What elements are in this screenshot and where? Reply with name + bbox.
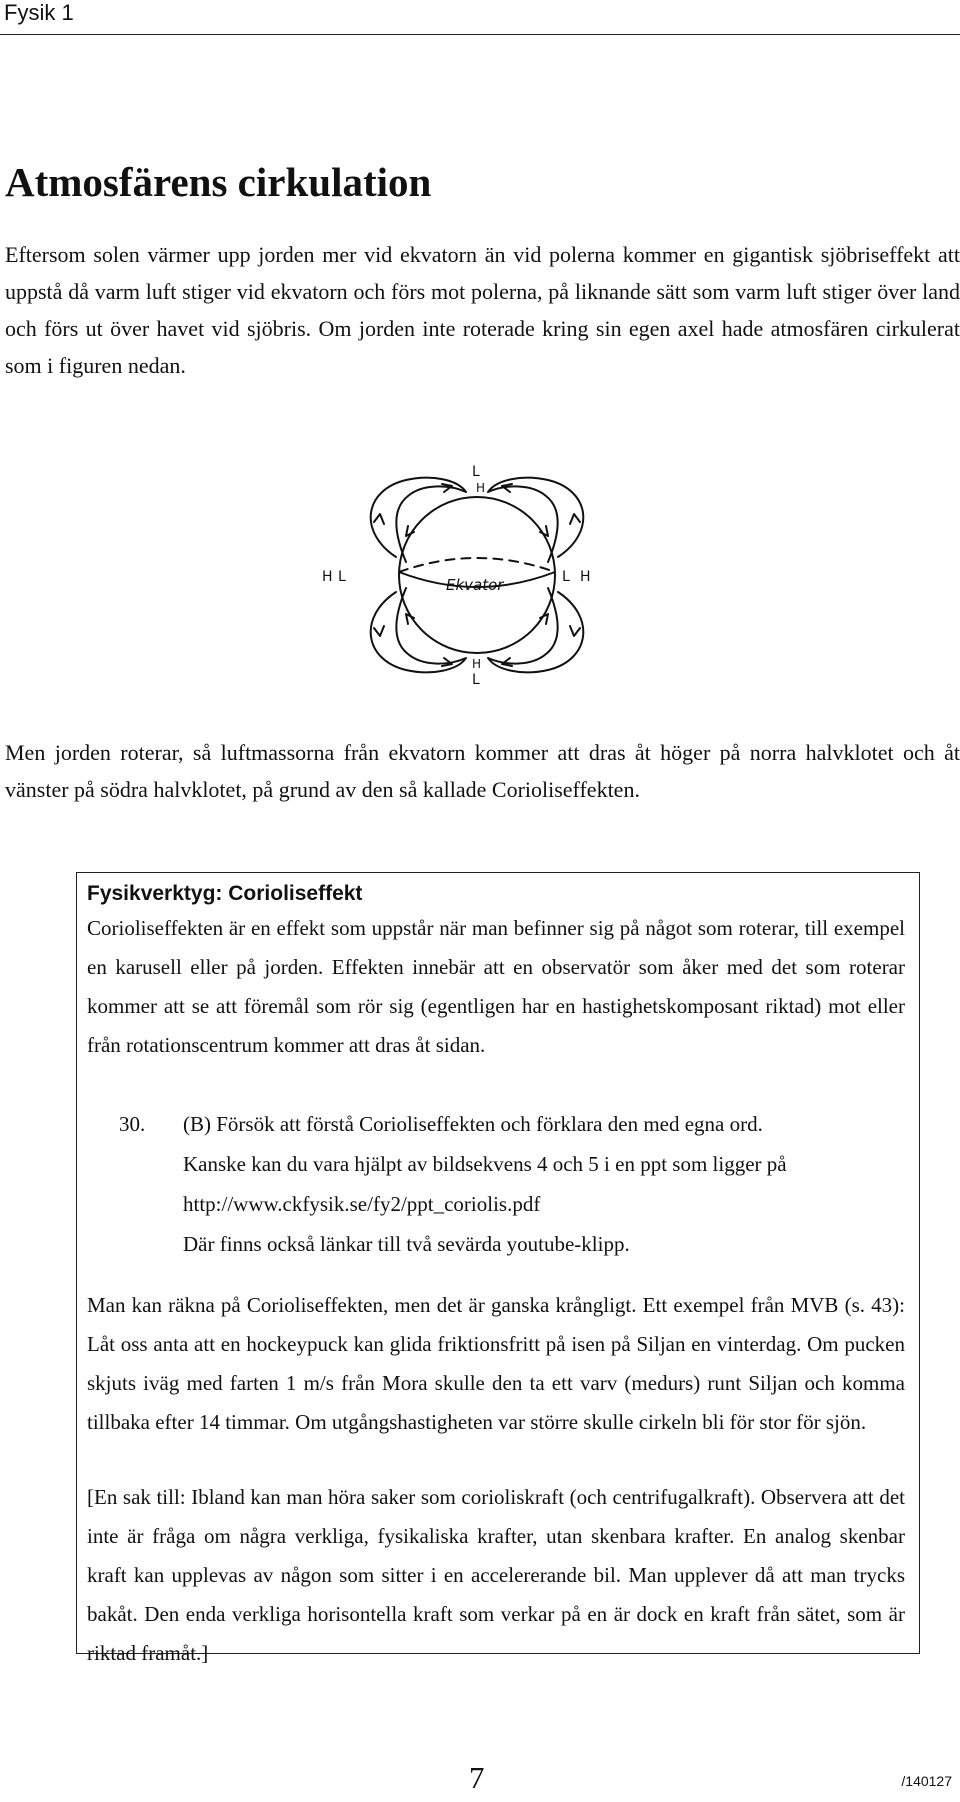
intro-paragraph: Eftersom solen värmer upp jorden mer vid ekvatorn än vid polerna kommer en gigantisk sjöbriseffekt att uppstå då varm luft stiger vid ekvatorn och förs mot polerna, på liknande sätt som varm luft stiger över land och förs ut över havet vid sjöbris. Om jorden inte roterade kring sin egen axel hade atmosfären cirkulerat som i figuren nedan. [5, 242, 960, 378]
arrow-head [570, 514, 580, 524]
label-top-l: L [472, 464, 480, 480]
page-number: 7 [469, 1760, 485, 1795]
arrow-head [570, 626, 580, 636]
arrow-head [442, 484, 452, 492]
circulation-cell-se [488, 588, 583, 672]
circulation-cell-ne [488, 478, 583, 562]
label-right-h: H [580, 569, 591, 585]
coriolis-example: Man kan räkna på Corioliseffekten, men det är ganska krångligt. Ett exempel från MVB (s. 43): Låt oss anta att en hockeypuck kan glida friktionsfritt på isen på Siljan en vinterdag. Om pucken skjuts iväg med farten 1 m/s från Mora skulle den ta ett varv (medurs) runt Siljan och komma tillbaka efter 14 timmar. Om utgångshastigheten var större skulle cirkeln bli för stor för sjön. [87, 1293, 905, 1434]
task-line: (B) Försök att förstå Corioliseffekten och förklara den med egna ord. [183, 1112, 763, 1136]
label-right-l: L [562, 569, 570, 585]
label-bottom-h: H [472, 657, 482, 671]
arrow-head [374, 514, 384, 524]
circulation-cell-sw [371, 588, 466, 672]
arrow-head [442, 658, 452, 666]
coriolis-definition: Corioliseffekten är en effekt som uppstår när man befinner sig på något som roterar, till exempel en karusell eller på jorden. Effekten innebär att en observatör som åker med det som roterar kommer att se att föremål som rör sig (egentligen har en hastighetskomposant riktad) mot eller från rotationscentrum kommer att dras åt sidan. [87, 916, 905, 1057]
section-title: Atmosfärens cirkulation [5, 159, 432, 205]
task-link[interactable]: http://www.ckfysik.se/fy2/ppt_coriolis.pdf [183, 1192, 541, 1216]
coriolis-note: [En sak till: Ibland kan man höra saker som corioliskraft (och centrifugalkraft). Observera att det inte är fråga om några verkliga, fysikaliska krafter, utan skenbara krafter. En analog skenbar kraft kan upplevas av någon som sitter i en accelererande bil. Man upplever då att man trycks bakåt. Den enda verkliga horisontella kraft som verkar på en är dock en kraft från sätet, som är riktad framåt.] [87, 1485, 905, 1665]
arrow-head [374, 626, 384, 636]
label-bottom-l: L [472, 672, 480, 688]
task-line: Där finns också länkar till två sevärda youtube-klipp. [183, 1232, 630, 1256]
label-left-l: L [338, 569, 346, 585]
equator-label: Ekvator [446, 576, 504, 594]
circulation-figure [322, 462, 610, 688]
globe-outline [399, 497, 555, 653]
label-left-h: H [322, 569, 333, 585]
task-line: Kanske kan du vara hjälpt av bildsekvens 4 och 5 i en ppt som ligger på [183, 1152, 787, 1176]
arrow-head [502, 658, 512, 666]
circulation-sketch [322, 462, 610, 688]
equator-back [399, 558, 555, 572]
physics-tool-box [76, 872, 920, 1665]
arrow-head [502, 484, 512, 492]
task-number: 30. [119, 1112, 146, 1136]
label-top-h: H [476, 481, 486, 495]
header-title: Fysik 1 [4, 0, 74, 25]
circulation-cell-nw [371, 478, 466, 562]
page-header [0, 0, 960, 35]
rotation-paragraph: Men jorden roterar, så luftmassorna från ekvatorn kommer att dras åt höger på norra halvklotet och åt vänster på södra halvklotet, på grund av den så kallade Corioliseffekten. [5, 740, 960, 802]
document-id: /140127 [901, 1773, 952, 1789]
box-title: Fysikverktyg: Corioliseffekt [87, 882, 363, 905]
